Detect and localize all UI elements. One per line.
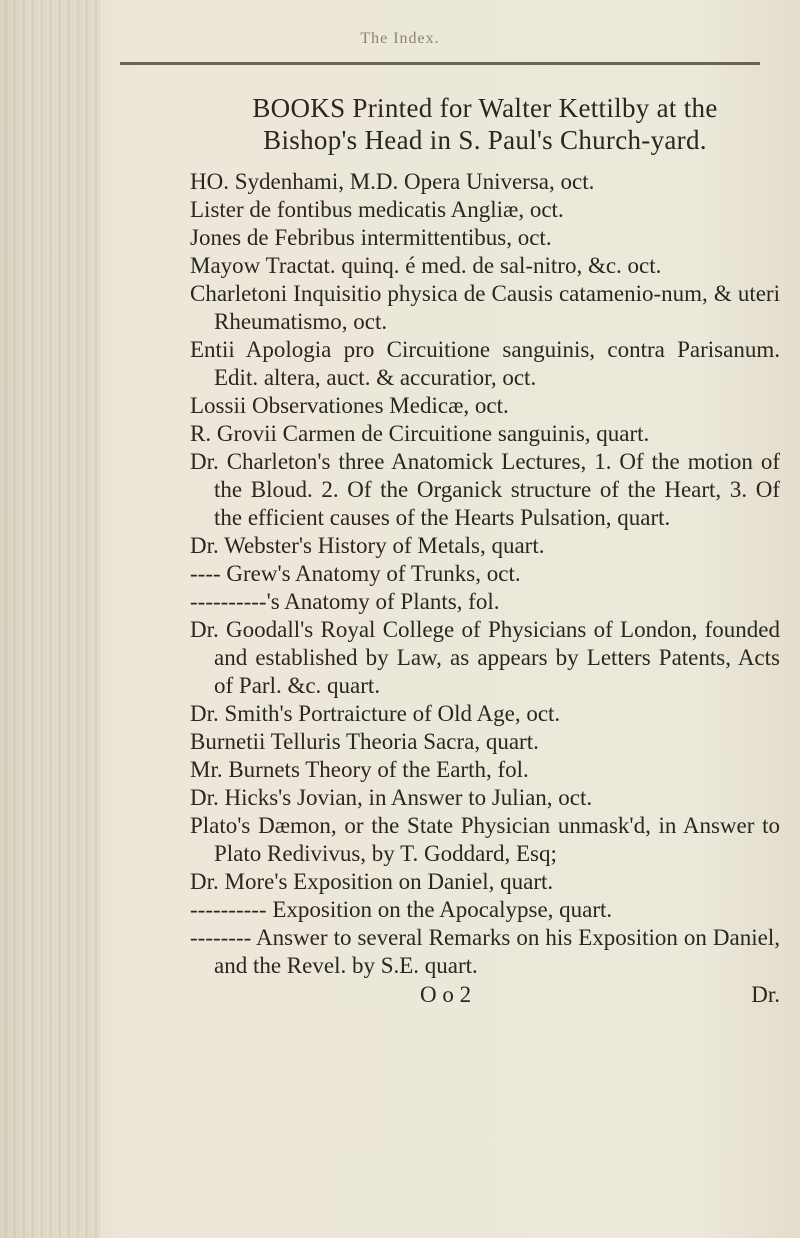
book-entry: Dr. Goodall's Royal College of Physicians of London, founded and established by Law, as appears by Letters Patents, Acts of Parl. &c. quart. [190, 617, 780, 698]
book-entry: Plato's Dæmon, or the State Physician unmask'd, in Answer to Plato Redivivus, by T. Goddard, Esq; [190, 813, 780, 866]
book-entry: Mr. Burnets Theory of the Earth, fol. [190, 757, 529, 782]
book-entry: Dr. Hicks's Jovian, in Answer to Julian, oct. [190, 785, 593, 810]
book-entry: Burnetii Telluris Theoria Sacra, quart. [190, 729, 539, 754]
book-entry: Entii Apologia pro Circuitione sanguinis, contra Parisanum. Edit. altera, auct. & accuratior, oct. [190, 337, 780, 390]
book-entry: Jones de Febribus intermittentibus, oct. [190, 225, 552, 250]
book-entry: -------- Answer to several Remarks on his Exposition on Daniel, and the Revel. by S.E. quart. [190, 925, 780, 978]
book-entry: ---------- Exposition on the Apocalypse, quart. [190, 897, 613, 922]
book-entry: Mayow Tractat. quinq. é med. de sal-nitro, &c. oct. [190, 253, 662, 278]
top-rule [120, 62, 760, 65]
book-entry: Dr. Smith's Portraicture of Old Age, oct. [190, 701, 561, 726]
book-entry: Dr. Charleton's three Anatomick Lectures, 1. Of the motion of the Bloud. 2. Of the Organick structure of the Heart, 3. Of the efficient causes of the Hearts Pulsation, quart. [190, 449, 780, 530]
book-entry: ----------'s Anatomy of Plants, fol. [190, 589, 500, 614]
book-entry: Lossii Observationes Medicæ, oct. [190, 393, 509, 418]
book-list [190, 168, 780, 980]
book-entry: Dr. Webster's History of Metals, quart. [190, 533, 545, 558]
book-entry: R. Grovii Carmen de Circuitione sanguinis, quart. [190, 421, 650, 446]
book-entry: ---- Grew's Anatomy of Trunks, oct. [190, 561, 521, 586]
book-entry: Lister de fontibus medicatis Angliæ, oct. [190, 197, 564, 222]
book-gutter [0, 0, 100, 1238]
page-footer [190, 982, 780, 1008]
heading-line-1: BOOKS Printed for Walter Kettilby at the [252, 93, 718, 123]
book-entry: Dr. More's Exposition on Daniel, quart. [190, 869, 554, 894]
heading-line-2: Bishop's Head in S. Paul's Church-yard. [263, 125, 707, 155]
catchword: Dr. [751, 982, 780, 1007]
page-content [190, 92, 780, 980]
signature-mark: O o 2 [420, 982, 472, 1007]
running-head: The Index. [360, 30, 440, 47]
page-heading [190, 92, 780, 156]
book-entry: HO. Sydenhami, M.D. Opera Universa, oct. [190, 169, 595, 194]
book-entry: Charletoni Inquisitio physica de Causis catamenio-num, & uteri Rheumatismo, oct. [190, 281, 780, 334]
